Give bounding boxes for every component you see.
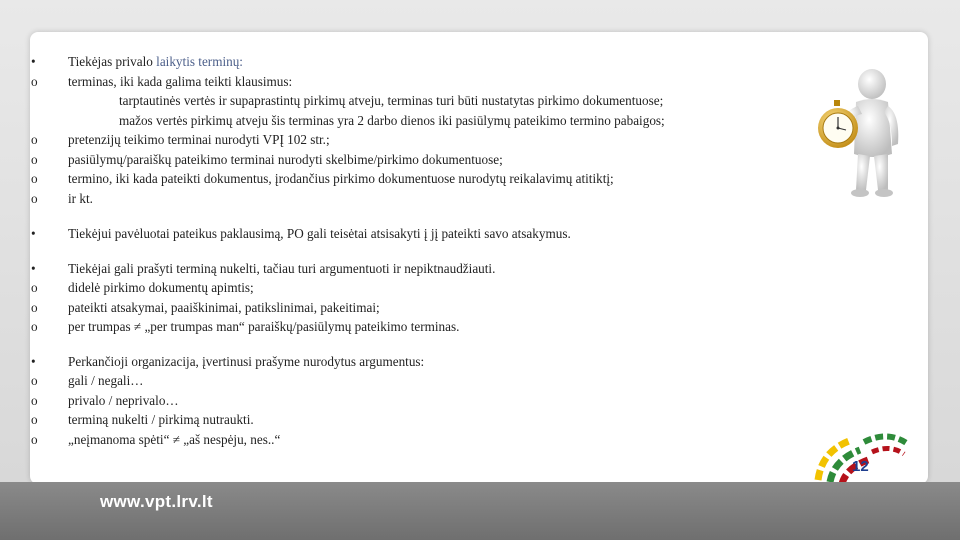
- sub-item-text: pateikti atsakymai, paaiškinimai, patikslinimai, pakeitimai;: [68, 299, 380, 315]
- sub-item: [31, 298, 804, 318]
- bullet-line: [31, 224, 804, 244]
- sub-item: [31, 371, 804, 391]
- bullet-line: [31, 259, 804, 279]
- sub-item: [31, 150, 804, 170]
- bullet-line: [31, 52, 804, 72]
- bullet-text-accent: laikytis terminų:: [156, 54, 243, 69]
- sub-sub-item-text: mažos vertės pirkimų atveju šis terminas yra 2 darbo dienos iki pasiūlymų pateikimo termino pabaigos;: [119, 112, 665, 128]
- sub-item-text: terminas, iki kada galima teikti klausimus:: [68, 73, 293, 89]
- sub-marker: o: [31, 299, 38, 315]
- bullet-marker: •: [31, 260, 36, 276]
- sub-marker: o: [31, 73, 38, 89]
- sub-item-text: ir kt.: [68, 190, 93, 206]
- sub-marker: o: [31, 373, 38, 388]
- sub-item: [31, 430, 804, 450]
- bullet-text: Tiekėjui pavėluotai pateikus paklausimą, PO gali teisėtai atsisakyti į jį pateikti savo atsakymus.: [68, 226, 571, 241]
- sub-item-text: pasiūlymų/paraiškų pateikimo terminai nurodyti skelbime/pirkimo dokumentuose;: [68, 151, 503, 167]
- sub-item-text: „neįmanoma spėti“ ≠ „aš nespėju, nes..“: [68, 431, 281, 447]
- sub-marker: o: [31, 151, 38, 167]
- sub-marker: o: [31, 319, 38, 334]
- sub-item: [31, 130, 804, 150]
- sub-marker: o: [31, 132, 38, 147]
- spacer: [44, 337, 804, 352]
- sub-marker: o: [31, 280, 38, 295]
- sub-item-text: gali / negali…: [68, 373, 144, 388]
- page-number: 12: [852, 458, 869, 475]
- footer-url-link[interactable]: www.vpt.lrv.lt: [100, 492, 213, 511]
- sub-marker: o: [31, 431, 38, 447]
- sub-marker: o: [31, 412, 38, 427]
- sub-item-text: pretenzijų teikimo terminai nurodyti VPĮ 102 str.;: [68, 132, 330, 147]
- bullet-text: Perkančioji organizacija, įvertinusi prašyme nurodytus argumentus:: [68, 353, 425, 369]
- sub-item: [31, 317, 804, 337]
- spacer: [44, 208, 804, 224]
- sub-sub-item-text: tarptautinės vertės ir supaprastintų pirkimų atveju, terminas turi būti nustatytas pirkimo dokumentuose;: [119, 93, 664, 108]
- sub-sub-item: [44, 111, 804, 131]
- sub-item: [31, 189, 804, 209]
- sub-sub-item: [44, 91, 804, 111]
- sub-item-text: didelė pirkimo dokumentų apimtis;: [68, 280, 254, 295]
- bullet-marker: •: [31, 226, 36, 241]
- sub-item-text: privalo / neprivalo…: [68, 392, 179, 408]
- slide-content: [31, 52, 804, 449]
- sub-item-text: terminą nukelti / pirkimą nutraukti.: [68, 412, 254, 427]
- sub-item-text: termino, iki kada pateikti dokumentus, įrodančius pirkimo dokumentuose nurodytų reikalavimų atitiktį;: [68, 171, 614, 186]
- sub-marker: o: [31, 392, 38, 408]
- sub-item: [31, 410, 804, 430]
- bullet-text: Tiekėjas privalo: [68, 54, 157, 69]
- bullet-marker: •: [31, 353, 36, 369]
- bullet-line: [31, 352, 804, 372]
- sub-item: [31, 72, 804, 92]
- bullet-text: Tiekėjai gali prašyti terminą nukelti, tačiau turi argumentuoti ir nepiktnaudžiauti.: [68, 260, 496, 276]
- spacer: [44, 244, 804, 259]
- sub-item: [31, 169, 804, 189]
- person-with-stopwatch-icon: [816, 66, 912, 200]
- sub-item: [31, 391, 804, 411]
- sub-marker: o: [31, 171, 38, 186]
- sub-marker: o: [31, 190, 38, 206]
- bullet-marker: •: [31, 54, 36, 69]
- sub-item: [31, 278, 804, 298]
- sub-item-text: per trumpas ≠ „per trumpas man“ paraiškų/pasiūlymų pateikimo terminas.: [68, 319, 460, 334]
